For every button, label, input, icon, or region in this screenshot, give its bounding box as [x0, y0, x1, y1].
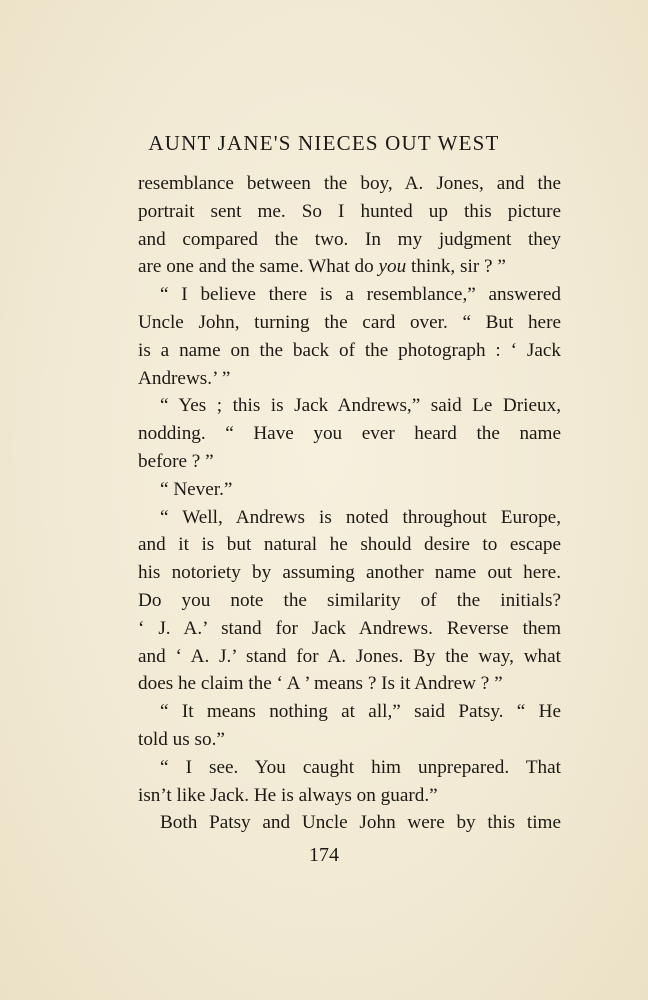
text-line: are one and the same. What do you think, sir ? ” — [138, 256, 506, 278]
text-line: portrait sent me. So I hunted up this picture — [138, 200, 561, 222]
text-line: isn’t like Jack. He is always on guard.” — [138, 784, 438, 806]
text-line: “ Never.” — [160, 478, 233, 500]
text-line: Uncle John, turning the card over. “ But here — [138, 311, 561, 333]
body-text — [138, 170, 561, 837]
text-line: Andrews.’ ” — [138, 367, 231, 389]
text-line: his notoriety by assuming another name out here. — [138, 562, 561, 584]
text-line: is a name on the back of the photograph : ‘ Jack — [138, 339, 561, 361]
text-line: before ? ” — [138, 450, 214, 472]
text-line: “ Yes ; this is Jack Andrews,” said Le Drieux, — [160, 395, 561, 417]
text-line: “ It means nothing at all,” said Patsy. “ He — [160, 701, 561, 723]
text-line: and compared the two. In my judgment they — [138, 228, 561, 250]
text-line: and ‘ A. J.’ stand for A. Jones. By the way, what — [138, 645, 561, 667]
text-line: resemblance between the boy, A. Jones, and the — [138, 173, 561, 194]
text-line: Both Patsy and Uncle John were by this time — [160, 812, 561, 834]
page-number: 174 — [309, 844, 339, 866]
text-line: and it is but natural he should desire to escape — [138, 534, 561, 556]
text-line: told us so.” — [138, 728, 225, 750]
text-line: ‘ J. A.’ stand for Jack Andrews. Reverse them — [138, 617, 561, 639]
emphasis: you — [378, 256, 407, 278]
text-line: Do you note the similarity of the initials? — [138, 589, 561, 611]
text-line: nodding. “ Have you ever heard the name — [138, 423, 561, 445]
text-line: does he claim the ‘ A ’ means ? Is it Andrew ? ” — [138, 673, 503, 695]
text-line: “ Well, Andrews is noted throughout Europe, — [160, 506, 561, 528]
text-line: “ I believe there is a resemblance,” answered — [160, 284, 561, 306]
text-line: “ I see. You caught him unprepared. That — [160, 756, 561, 778]
running-head: AUNT JANE'S NIECES OUT WEST — [148, 131, 500, 155]
